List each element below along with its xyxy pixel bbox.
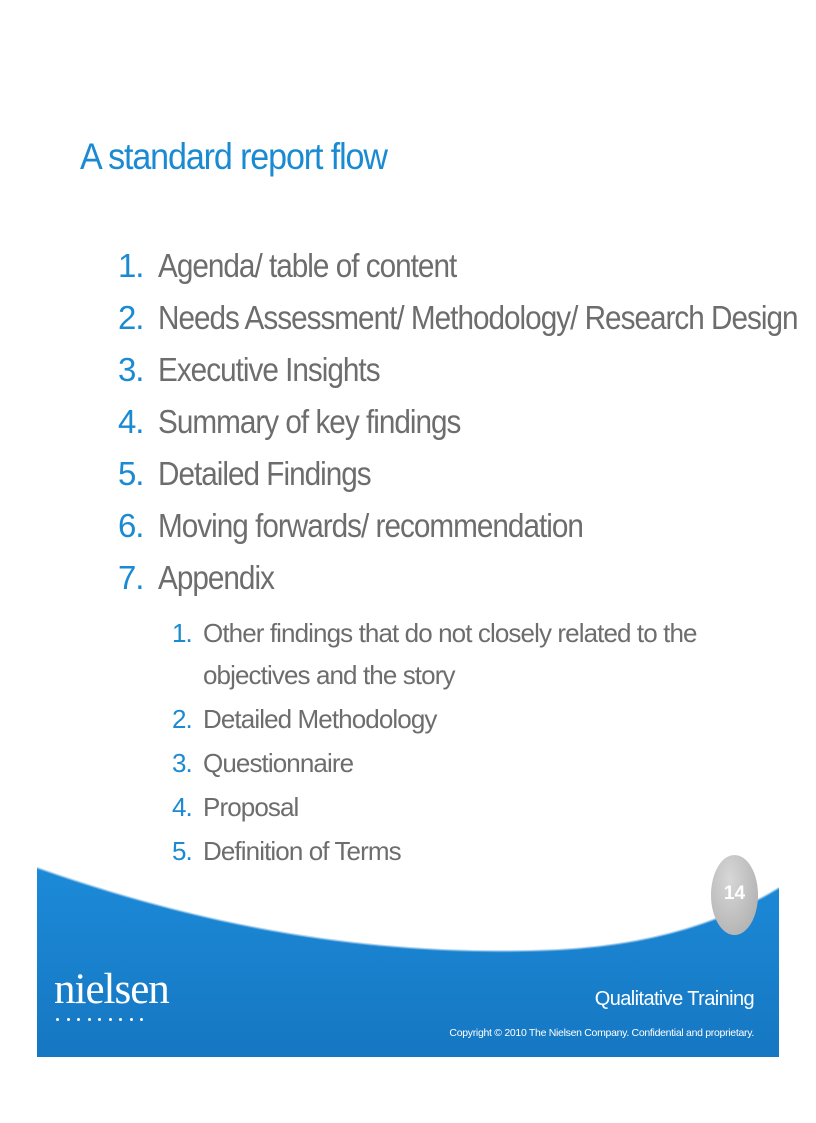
item-text: Needs Assessment/ Methodology/ Research Design — [158, 299, 798, 336]
item-text: Agenda/ table of content — [158, 247, 457, 284]
nielsen-logo — [54, 968, 169, 1021]
page-number-badge: 14 — [711, 855, 758, 935]
list-item — [118, 244, 816, 296]
appendix-sub-list — [172, 612, 752, 874]
item-number: 6. — [118, 507, 144, 544]
list-item — [118, 348, 816, 400]
sub-list-item — [172, 786, 752, 828]
slide-title: A standard report flow — [80, 136, 387, 177]
logo-dots — [54, 1018, 169, 1021]
sub-item-text: Definition of Terms — [203, 836, 401, 866]
sub-item-text: Questionnaire — [203, 748, 354, 778]
footer-copyright: Copyright © 2010 The Nielsen Company. Confidential and proprietary. — [449, 1027, 754, 1039]
sub-list-item — [172, 742, 752, 784]
item-number: 1. — [118, 247, 144, 284]
sub-item-number: 4. — [172, 792, 192, 822]
item-number: 7. — [118, 559, 144, 596]
footer-training-label: Qualitative Training — [594, 988, 754, 1010]
item-text: Detailed Findings — [158, 455, 371, 492]
sub-item-text: Proposal — [203, 792, 299, 822]
item-text: Summary of key findings — [158, 403, 461, 440]
sub-list-item — [172, 612, 752, 696]
sub-item-number: 5. — [172, 836, 192, 866]
item-number: 5. — [118, 455, 144, 492]
sub-item-number: 2. — [172, 704, 192, 734]
logo-wordmark: nielsen — [54, 966, 169, 1013]
sub-item-number: 3. — [172, 748, 192, 778]
sub-item-text: Detailed Methodology — [203, 704, 437, 734]
list-item — [118, 296, 816, 348]
list-item — [118, 452, 816, 504]
item-text: Moving forwards/ recommendation — [158, 507, 583, 544]
list-item — [118, 400, 816, 452]
sub-item-number: 1. — [172, 618, 192, 648]
item-number: 4. — [118, 403, 144, 440]
sub-list-item — [172, 698, 752, 740]
list-item — [118, 556, 816, 608]
list-item — [118, 504, 816, 556]
item-text: Appendix — [158, 559, 274, 596]
sub-item-text: Other findings that do not closely related to the objectives and the story — [203, 618, 697, 690]
item-text: Executive Insights — [158, 351, 380, 388]
item-number: 2. — [118, 299, 144, 336]
item-number: 3. — [118, 351, 144, 388]
report-flow-list — [118, 244, 816, 608]
